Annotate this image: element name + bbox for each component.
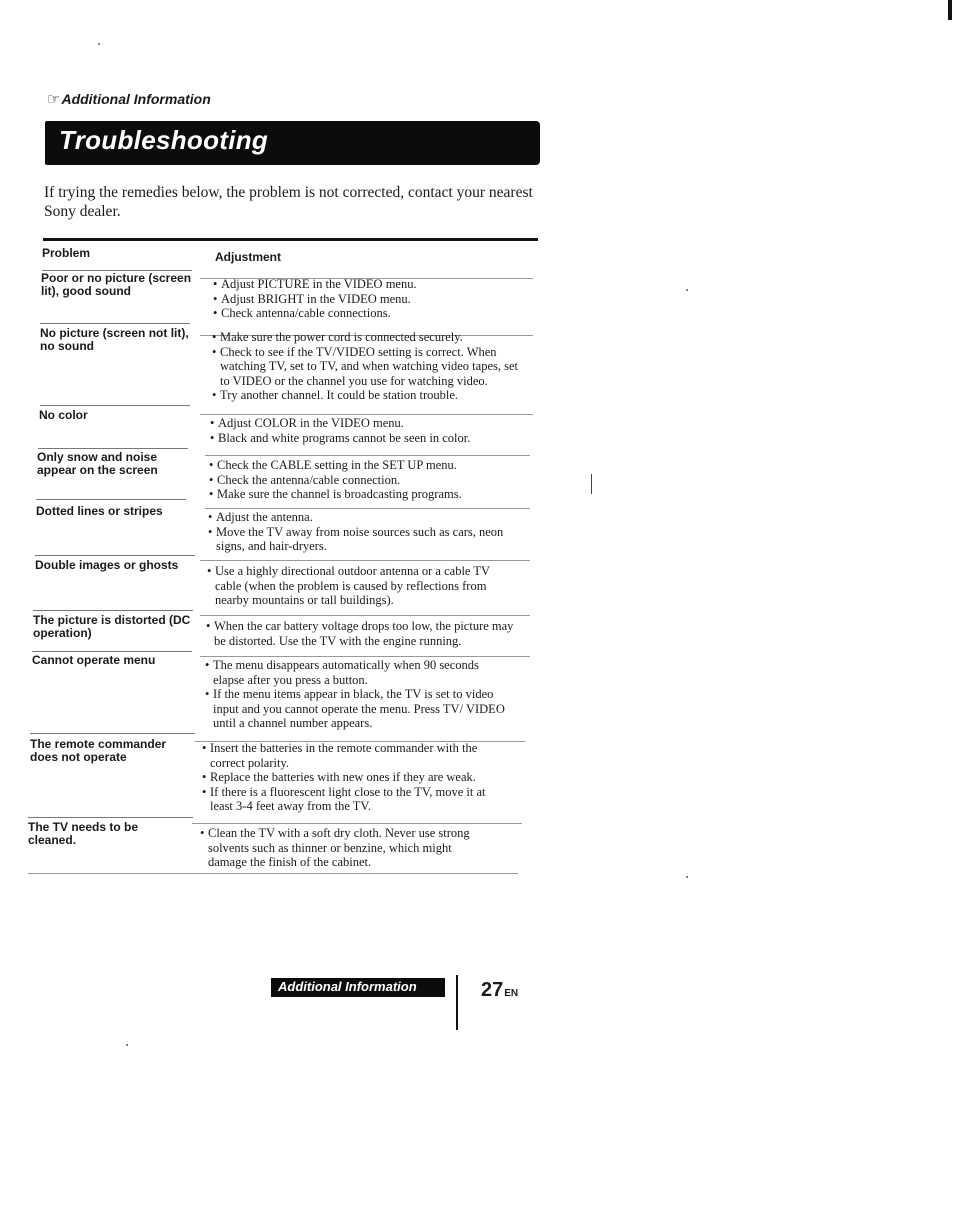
- remedy-item: • Adjust BRIGHT in the VIDEO menu.: [213, 292, 523, 307]
- row-separator: [40, 323, 190, 324]
- remedy-item: • If the menu items appear in black, the TV is set to video input and you cannot operate the menu. Press TV/ VIDEO until a channel number appears.: [205, 687, 505, 731]
- adjustment-cell: [207, 564, 507, 608]
- row-separator: [205, 455, 530, 456]
- problem-cell: No color: [39, 408, 88, 422]
- footer-section-label: Additional Information: [278, 979, 417, 994]
- scan-speck: [98, 43, 100, 45]
- row-separator: [205, 508, 530, 509]
- page-title: Troubleshooting: [59, 125, 269, 155]
- row-separator: [200, 414, 533, 415]
- remedy-item: • Replace the batteries with new ones if they are weak.: [202, 770, 502, 785]
- remedy-item: • Check the CABLE setting in the SET UP menu.: [209, 458, 509, 473]
- adjustment-cell: [210, 416, 510, 445]
- remedy-item: • Make sure the power cord is connected securely.: [212, 330, 530, 345]
- row-separator: [200, 560, 530, 561]
- remedy-item: • The menu disappears automatically when 90 seconds elapse after you press a button.: [205, 658, 505, 687]
- page-number-value: 27: [481, 979, 504, 1001]
- remedy-item: • When the car battery voltage drops too low, the picture may be distorted. Use the TV with the engine running.: [206, 619, 514, 648]
- row-separator: [200, 615, 530, 616]
- problem-cell: Only snow and noise appear on the screen: [37, 450, 158, 477]
- problem-cell: Poor or no picture (screen lit), good sound: [41, 271, 192, 298]
- scan-speck: [686, 876, 688, 878]
- row-separator: [40, 405, 190, 406]
- problem-cell: The remote commander does not operate: [30, 737, 167, 764]
- section-label-text: Additional Information: [61, 91, 211, 107]
- column-header-adjustment: Adjustment: [215, 250, 281, 264]
- page-number-suffix: EN: [504, 988, 519, 999]
- adjustment-cell: [212, 330, 530, 403]
- row-separator: [32, 651, 192, 652]
- row-separator: [33, 610, 193, 611]
- problem-cell: Double images or ghosts: [35, 558, 179, 572]
- remedy-item: • Black and white programs cannot be seen in color.: [210, 431, 510, 446]
- page-number: [481, 979, 518, 1002]
- title-bar: [45, 121, 540, 165]
- scan-edge-mark: [948, 0, 952, 20]
- adjustment-cell: [206, 619, 514, 648]
- adjustment-cell: [209, 458, 509, 502]
- remedy-item: • If there is a fluorescent light close to the TV, move it at least 3-4 feet away from the TV.: [202, 785, 502, 814]
- remedy-item: • Check the antenna/cable connection.: [209, 473, 509, 488]
- row-separator: [200, 656, 530, 657]
- remedy-item: • Adjust PICTURE in the VIDEO menu.: [213, 277, 523, 292]
- remedy-item: • Clean the TV with a soft dry cloth. Never use strong solvents such as thinner or benzine, which might damage the finish of the cabinet.: [200, 826, 490, 870]
- scan-speck: [686, 289, 688, 291]
- problem-cell: The picture is distorted (DC operation): [33, 613, 191, 640]
- adjustment-cell: [202, 741, 502, 814]
- problem-cell: No picture (screen not lit), no sound: [40, 326, 189, 353]
- remedy-item: • Use a highly directional outdoor antenna or a cable TV cable (when the problem is caused by reflections from nearby mountains or tall buildings).: [207, 564, 507, 608]
- problem-cell: Cannot operate menu: [32, 653, 156, 667]
- problem-cell: Dotted lines or stripes: [36, 504, 163, 518]
- scan-side-mark: [591, 474, 592, 494]
- adjustment-cell: [205, 658, 505, 731]
- adjustment-cell: [200, 826, 490, 870]
- footer-divider: [456, 975, 458, 1030]
- adjustment-cell: [208, 510, 524, 554]
- remedy-item: • Adjust COLOR in the VIDEO menu.: [210, 416, 510, 431]
- remedy-item: • Check to see if the TV/VIDEO setting is correct. When watching TV, set to TV, and when watching video tapes, set to VIDEO or the channel you use for watching video.: [212, 345, 530, 389]
- column-header-problem: Problem: [42, 246, 91, 260]
- row-separator: [35, 555, 195, 556]
- problem-cell: The TV needs to be cleaned.: [28, 820, 139, 847]
- scan-speck: [126, 1044, 128, 1046]
- table-bottom-rule: [28, 873, 518, 874]
- adjustment-cell: [213, 277, 523, 321]
- section-label: [47, 90, 211, 108]
- row-separator: [192, 823, 522, 824]
- table-top-rule: [43, 238, 538, 241]
- remedy-item: • Adjust the antenna.: [208, 510, 524, 525]
- intro-paragraph: If trying the remedies below, the problem is not corrected, contact your nearest Sony dealer.: [44, 184, 533, 220]
- remedy-item: • Move the TV away from noise sources such as cars, neon signs, and hair-dryers.: [208, 525, 524, 554]
- remedy-item: • Check antenna/cable connections.: [213, 306, 523, 321]
- remedy-item: • Try another channel. It could be station trouble.: [212, 388, 530, 403]
- pointing-hand-icon: ☞: [47, 91, 61, 108]
- row-separator: [30, 733, 195, 734]
- remedy-item: • Insert the batteries in the remote commander with the correct polarity.: [202, 741, 502, 770]
- footer-section-tab: [271, 978, 445, 997]
- row-separator: [28, 817, 193, 818]
- remedy-item: • Make sure the channel is broadcasting programs.: [209, 487, 509, 502]
- row-separator: [38, 448, 188, 449]
- row-separator: [36, 499, 186, 500]
